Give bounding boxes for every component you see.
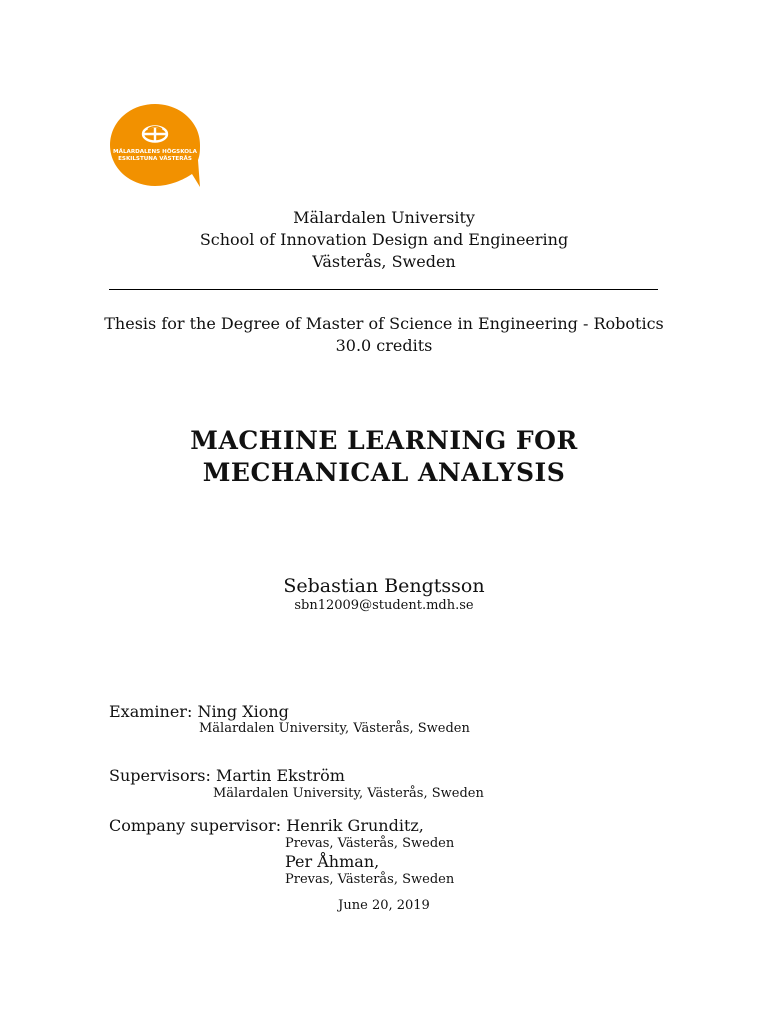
mdh-emblem-icon <box>142 126 168 142</box>
supervisors-label: Supervisors: <box>109 766 211 785</box>
company-supervisor-name-1: Henrik Grunditz, <box>286 816 424 835</box>
supervisors-row <box>109 765 345 787</box>
title-line-2: MECHANICAL ANALYSIS <box>202 458 566 487</box>
university-name: Mälardalen University <box>293 208 475 227</box>
title-line-1: MACHINE LEARNING FOR <box>190 426 578 455</box>
mdh-logo <box>108 102 202 190</box>
thesis-date: June 20, 2019 <box>338 898 430 913</box>
company-supervisor-row <box>109 815 424 837</box>
thesis-degree: Thesis for the Degree of Master of Science in Engineering - Robotics <box>104 314 664 333</box>
thesis-credits: 30.0 credits <box>335 336 433 355</box>
company-supervisor-affiliation-2: Prevas, Västerås, Sweden <box>285 872 455 887</box>
company-supervisor-affiliation-1: Prevas, Västerås, Sweden <box>285 836 455 851</box>
supervisor-affiliation: Mälardalen University, Västerås, Sweden <box>213 786 484 801</box>
logo-text-2: ESKILSTUNA VÄSTERÅS <box>118 156 192 162</box>
company-supervisor-label: Company supervisor: <box>109 816 282 835</box>
company-supervisor-name-2: Per Åhman, <box>285 852 380 871</box>
school-name: School of Innovation Design and Engineering <box>199 230 569 249</box>
logo-text-1: MÄLARDALENS HÖGSKOLA <box>113 149 197 155</box>
examiner-name: Ning Xiong <box>197 702 289 721</box>
examiner-affiliation: Mälardalen University, Västerås, Sweden <box>199 721 470 736</box>
author-email: sbn12009@student.mdh.se <box>294 598 474 613</box>
institution-location: Västerås, Sweden <box>312 252 456 271</box>
examiner-label: Examiner: <box>109 702 193 721</box>
supervisor-name: Martin Ekström <box>215 766 345 785</box>
author-name: Sebastian Bengtsson <box>283 575 485 597</box>
horizontal-rule <box>109 289 658 290</box>
